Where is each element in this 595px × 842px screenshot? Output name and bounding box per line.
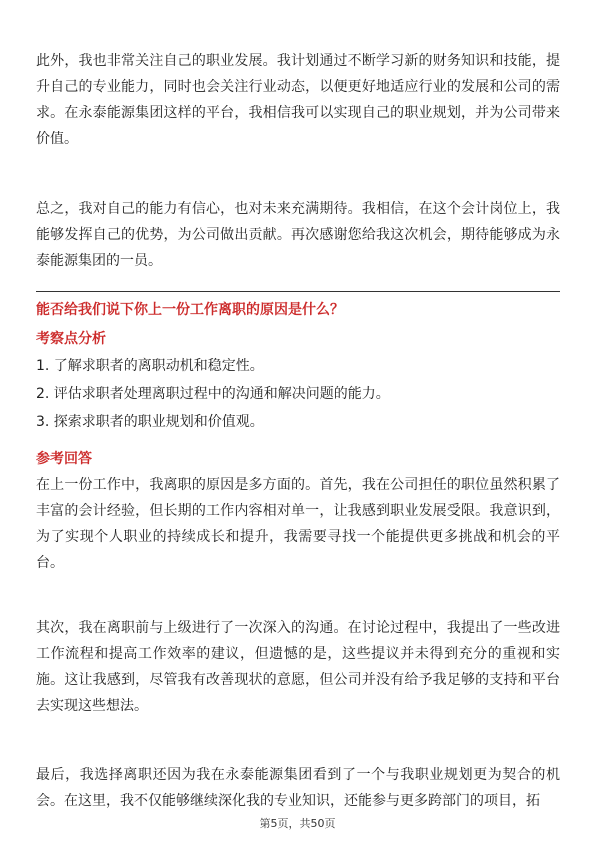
paragraph-conclusion: 总之，我对自己的能力有信心，也对未来充满期待。我相信，在这个会计岗位上，我能够发挥自己的优势，为公司做出贡献。再次感谢您给我这次机会，期待能够成为永泰能源集团的一员。: [36, 201, 560, 269]
analysis-item: 3. 探索求职者的职业规划和价值观。: [36, 414, 264, 430]
answer-heading: 参考回答: [36, 451, 92, 467]
section-divider: [36, 291, 560, 292]
answer-paragraph: 最后，我选择离职还因为我在永泰能源集团看到了一个与我职业规划更为契合的机会。在这里，我不仅能够继续深化我的专业知识，还能参与更多跨部门的项目，拓: [36, 767, 560, 809]
analysis-item: 1. 了解求职者的离职动机和稳定性。: [36, 358, 264, 374]
analysis-heading: 考察点分析: [36, 331, 106, 347]
answer-paragraph: 其次，我在离职前与上级进行了一次深入的沟通。在讨论过程中，我提出了一些改进工作流程和提高工作效率的建议，但遗憾的是，这些提议并未得到充分的重视和实施。这让我感到，尽管我有改善现状的意愿，但公司并没有给予我足够的支持和平台去实现这些想法。: [36, 620, 560, 714]
page-number: 第5页，共50页: [259, 817, 336, 830]
interview-question: 能否给我们说下你上一份工作离职的原因是什么？: [36, 302, 344, 318]
answer-paragraph: 在上一份工作中，我离职的原因是多方面的。首先，我在公司担任的职位虽然积累了丰富的会计经验，但长期的工作内容相对单一，让我感到职业发展受限。我意识到，为了实现个人职业的持续成长和提升，我需要寻找一个能提供更多挑战和机会的平台。: [36, 477, 560, 571]
paragraph-career-development: 此外，我也非常关注自己的职业发展。我计划通过不断学习新的财务知识和技能，提升自己的专业能力，同时也会关注行业动态，以便更好地适应行业的发展和公司的需求。在永泰能源集团这样的平台，我相信我可以实现自己的职业规划，并为公司带来价值。: [36, 53, 560, 147]
analysis-item: 2. 评估求职者处理离职过程中的沟通和解决问题的能力。: [36, 386, 390, 402]
